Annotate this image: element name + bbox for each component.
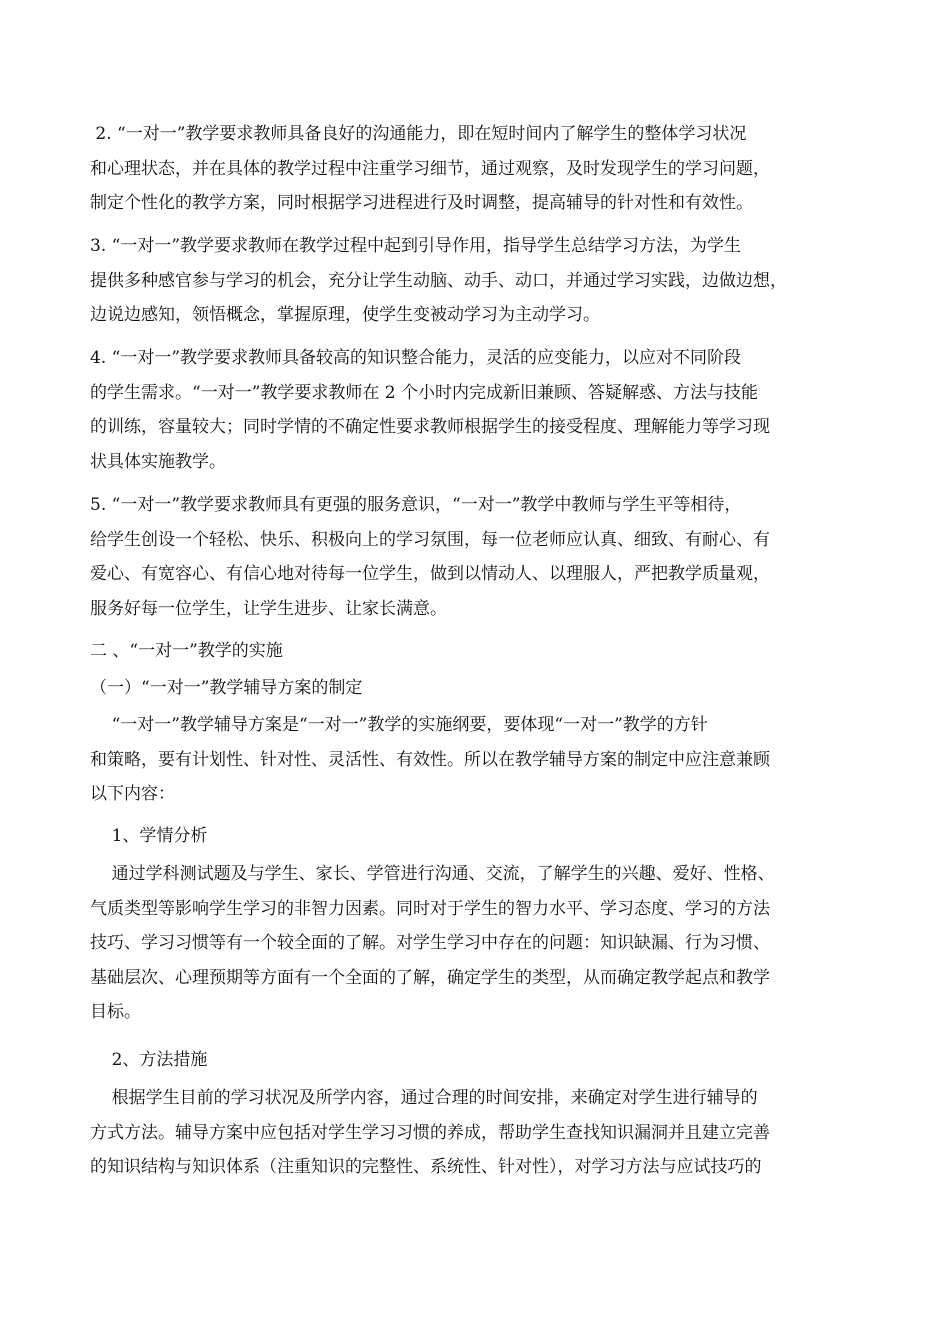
text-line: 状具体实施教学。 bbox=[90, 451, 226, 472]
subsection-heading bbox=[90, 671, 860, 706]
paragraph-item-2 bbox=[90, 117, 860, 221]
paragraph-item-5 bbox=[90, 488, 860, 626]
text-line: 制定个性化的教学方案，同时根据学习进程进行及时调整，提高辅导的针对性和有效性。 bbox=[90, 193, 753, 214]
text-line: 技巧、学习习惯等有一个较全面的了解。对学生学习中存在的问题：知识缺漏、行为习惯、 bbox=[90, 933, 770, 954]
text-line: 4. “一对一”教学要求教师具备较高的知识整合能力，灵活的应变能力，以应对不同阶段 bbox=[90, 348, 742, 368]
text-line: 的知识结构与知识体系（注重知识的完整性、系统性、针对性），对学习方法与应试技巧的 bbox=[90, 1157, 762, 1178]
text-line: 方式方法。辅导方案中应包括对学生学习习惯的养成，帮助学生查找知识漏洞并且建立完善 bbox=[90, 1122, 770, 1143]
text-line: 服务好每一位学生，让学生进步、让家长满意。 bbox=[90, 598, 447, 619]
methods-paragraph bbox=[90, 1081, 860, 1185]
section-heading bbox=[90, 634, 860, 669]
text-line: 5. “一对一”教学要求教师具有更强的服务意识，“一对一”教学中教师与学生平等相待， bbox=[90, 495, 742, 515]
text-line: 目标。 bbox=[90, 1002, 141, 1023]
text-line: 爱心、有宽容心、有信心地对待每一位学生，做到以情动人、以理服人，严把教学质量观， bbox=[90, 564, 770, 585]
analysis-paragraph bbox=[90, 857, 860, 1030]
text-line: 给学生创设一个轻松、快乐、积极向上的学习氛围，每一位老师应认真、细致、有耐心、有 bbox=[90, 529, 770, 550]
section-heading-text: 二 、“一对一”教学的实施 bbox=[90, 641, 283, 661]
text-line: 3. “一对一”教学要求教师在教学过程中起到引导作用，指导学生总结学习方法，为学生 bbox=[90, 236, 742, 256]
text-line: 通过学科测试题及与学生、家长、学管进行沟通、交流，了解学生的兴趣、爱好、性格、 bbox=[90, 864, 775, 884]
text-line: “一对一”教学辅导方案是“一对一”教学的实施纲要，要体现“一对一”教学的方针 bbox=[90, 715, 708, 735]
item-heading-methods bbox=[90, 1043, 860, 1078]
text-line: 以下内容： bbox=[90, 784, 175, 805]
text-line: 根据学生目前的学习状况及所学内容，通过合理的时间安排，来确定对学生进行辅导的 bbox=[90, 1088, 758, 1108]
text-line: 的学生需求。“一对一”教学要求教师在 2 个小时内完成新旧兼顾、答疑解惑、方法与技能 bbox=[90, 382, 759, 403]
item-heading-analysis bbox=[90, 819, 860, 854]
text-line: 基础层次、心理预期等方面有一个全面的了解，确定学生的类型，从而确定教学起点和教学 bbox=[90, 967, 770, 988]
text-line: 和策略，要有计划性、针对性、灵活性、有效性。所以在教学辅导方案的制定中应注意兼顾 bbox=[90, 749, 770, 770]
paragraph-item-4 bbox=[90, 341, 860, 479]
paragraph-item-3 bbox=[90, 229, 860, 333]
text-line: 气质类型等影响学生学习的非智力因素。同时对于学生的智力水平、学习态度、学习的方法 bbox=[90, 898, 770, 919]
subsection-heading-text: （一）“一对一”教学辅导方案的制定 bbox=[90, 678, 363, 698]
text-line: 的训练，容量较大；同时学情的不确定性要求教师根据学生的接受程度、理解能力等学习现 bbox=[90, 417, 770, 438]
text-line: 2. “一对一”教学要求教师具备良好的沟通能力，即在短时间内了解学生的整体学习状况 bbox=[90, 124, 747, 144]
intro-paragraph bbox=[90, 708, 860, 812]
text-line: 和心理状态，并在具体的教学过程中注重学习细节，通过观察，及时发现学生的学习问题， bbox=[90, 158, 770, 179]
text-line: 边说边感知，领悟概念，掌握原理，使学生变被动学习为主动学习。 bbox=[90, 305, 600, 326]
item-heading-text: 1、学情分析 bbox=[90, 826, 208, 846]
text-line: 提供多种感官参与学习的机会，充分让学生动脑、动手、动口，并通过学习实践，边做边想， bbox=[90, 270, 787, 291]
item-heading-text: 2、方法措施 bbox=[90, 1050, 208, 1070]
